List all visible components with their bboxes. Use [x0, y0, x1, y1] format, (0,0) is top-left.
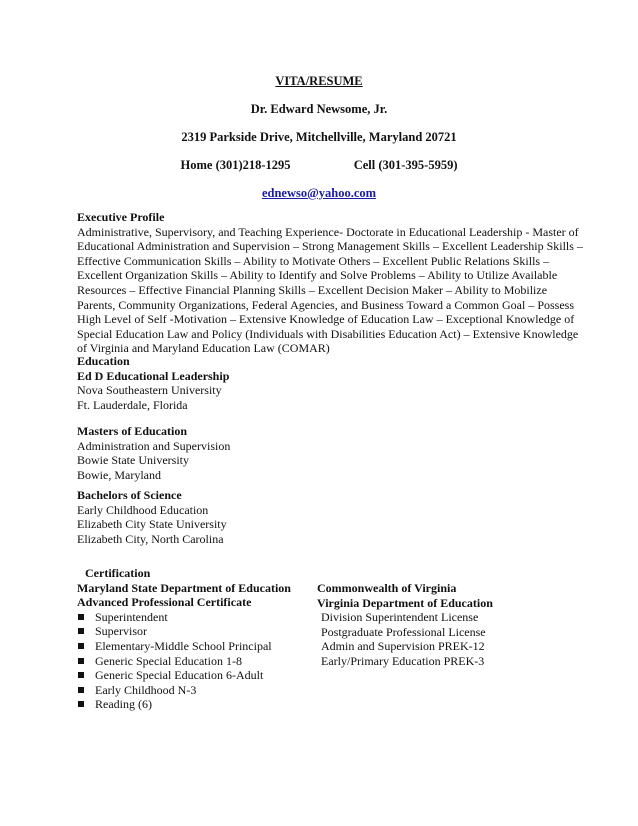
cert-item-label: Reading (6)	[95, 697, 152, 712]
address: 2319 Parkside Drive, Mitchellville, Maryland 20721	[181, 130, 457, 144]
doctorate-location: Ft. Lauderdale, Florida	[77, 397, 188, 412]
masters-section	[77, 424, 567, 482]
bullet-square-icon	[78, 628, 84, 634]
profile-line: of Virginia and Maryland Education Law (COMAR)	[77, 341, 330, 356]
certification-virginia	[317, 581, 577, 669]
bullet-square-icon	[78, 643, 84, 649]
profile-line: Excellent Organization Skills – Ability to Identify and Solve Problems – Ability to Utilize Available	[77, 268, 558, 283]
list-item	[77, 624, 317, 639]
virginia-cert-item: Division Superintendent License	[321, 610, 479, 625]
cell-phone: Cell (301-395-5959)	[353, 158, 458, 172]
executive-profile-heading: Executive Profile	[77, 210, 165, 224]
profile-line: Parents, Community Organizations, Federal Agencies, and Business Toward a Common Goal – Possess	[77, 297, 574, 312]
bachelors-field: Early Childhood Education	[77, 502, 209, 517]
profile-line: Administrative, Supervisory, and Teaching Experience- Doctorate in Educational Leadership - Master of	[77, 224, 579, 239]
certification-maryland	[77, 566, 317, 712]
virginia-cert-item: Early/Primary Education PREK-3	[321, 653, 485, 668]
virginia-cert-item: Admin and Supervision PREK-12	[321, 639, 485, 654]
list-item	[77, 639, 317, 654]
bachelors-location: Elizabeth City, North Carolina	[77, 531, 224, 546]
doctorate-degree: Ed D Educational Leadership	[77, 368, 230, 383]
masters-heading: Masters of Education	[77, 424, 187, 438]
bachelors-section	[77, 488, 567, 546]
bullet-square-icon	[78, 614, 84, 620]
list-item	[77, 683, 317, 698]
masters-location: Bowie, Maryland	[77, 467, 161, 482]
bullet-square-icon	[78, 672, 84, 678]
profile-line: Special Education Law and Policy (Individuals with Disabilities Education Act) – Extensive Knowledge	[77, 326, 579, 341]
cert-item-label: Generic Special Education 6-Adult	[95, 668, 264, 683]
doctorate-school: Nova Southeastern University	[77, 383, 222, 398]
cert-item-label: Elementary-Middle School Principal	[95, 638, 272, 653]
education-heading: Education	[77, 354, 130, 368]
page-title: VITA/RESUME	[275, 74, 363, 88]
masters-field: Administration and Supervision	[77, 438, 231, 453]
executive-profile-section	[77, 210, 583, 356]
list-item	[77, 668, 317, 683]
virginia-title: Commonwealth of Virginia	[317, 581, 457, 595]
list-item	[77, 610, 317, 625]
education-section	[77, 354, 567, 412]
maryland-cert-list	[77, 610, 317, 712]
bullet-square-icon	[78, 701, 84, 707]
cert-item-label: Superintendent	[95, 609, 168, 624]
email-link[interactable]: ednewso@yahoo.com	[261, 186, 377, 200]
bachelors-heading: Bachelors of Science	[77, 488, 182, 502]
phone-numbers	[0, 158, 638, 173]
bachelors-school: Elizabeth City State University	[77, 517, 227, 532]
virginia-subtitle: Virginia Department of Education	[317, 595, 493, 610]
cert-item-label: Generic Special Education 1-8	[95, 653, 242, 668]
maryland-title: Maryland State Department of Education	[77, 580, 291, 595]
cert-item-label: Supervisor	[95, 624, 147, 639]
masters-school: Bowie State University	[77, 453, 189, 468]
profile-line: High Level of Self -Motivation – Extensive Knowledge of Education Law – Exceptional Knowledge of	[77, 312, 575, 327]
bullet-square-icon	[78, 687, 84, 693]
certification-heading: Certification	[85, 566, 151, 580]
cert-item-label: Early Childhood N-3	[95, 682, 197, 697]
profile-line: Educational Administration and Supervision – Strong Management Skills – Excellent Leadership Skills –	[77, 239, 583, 254]
home-phone: Home (301)218-1295	[180, 158, 291, 172]
person-name: Dr. Edward Newsome, Jr.	[250, 102, 388, 116]
bullet-square-icon	[78, 658, 84, 664]
profile-line: Resources – Effective Financial Planning Skills – Excellent Decision Maker – Ability to Mobilize	[77, 282, 548, 297]
profile-line: Effective Communication Skills – Ability to Motivate Others – Excellent Public Relations Skills –	[77, 253, 550, 268]
maryland-subtitle: Advanced Professional Certificate	[77, 595, 252, 610]
virginia-cert-item: Postgraduate Professional License	[321, 624, 486, 639]
list-item	[77, 697, 317, 712]
list-item	[77, 654, 317, 669]
